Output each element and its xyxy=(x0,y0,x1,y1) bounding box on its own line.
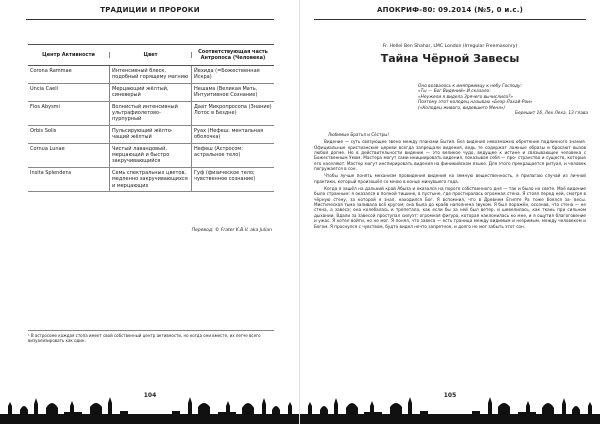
page-number-right: 105 xyxy=(443,392,457,399)
cell-center: Uncia Caeli xyxy=(28,84,110,101)
table-row xyxy=(28,144,274,168)
table-row xyxy=(28,168,274,192)
running-head-right: АПОКРИФ-80: 09.2014 (№5, 0 и.с.) xyxy=(314,6,586,20)
table-row xyxy=(28,66,274,84)
paragraph: Видение — суть связующее звено между планами Бытия. Без видения невозможно обретение подлинного знания. Официальные христианские церкви всегда запрещали видения, ведь те содержат ложные образы и бросают вызов любой догме. Но в действительности видение — это великое чудо, ведущее к истине и связывающее человека с Божественным Умом. Мастера могут сами инициировать видения, показывая себя — про- странство и существ, которые его населяют. Мастер могут инспирировать видения на финикийском языке. Для этого прекращается ритуал, и человек погружается в сон. xyxy=(314,139,586,172)
cell-center: Flos Abysmi xyxy=(28,102,110,125)
cell-part: Гуф (физическое тело; чувственное сознание) xyxy=(194,169,256,183)
city-skyline-decoration xyxy=(0,392,300,424)
footnote: ¹ В астросоме каждая стопа имеет свой собственный центр активности, но когда они вместе, их легче всего визуализировать как один. xyxy=(28,330,274,343)
city-skyline-decoration xyxy=(300,392,600,424)
article-title: Тайна Чёрной Завесы xyxy=(380,52,520,65)
epigraph-attribution: Берешит 16, Лех Леха, 13 глава xyxy=(515,111,588,117)
cell-color: Семь спектральных цветов, медленно закручивающихся и мерцающих xyxy=(110,168,192,191)
cell-color: Мерцающий жёлтый, синеверый xyxy=(110,84,192,101)
right-page xyxy=(300,0,600,424)
cell-center: Corona Rammae xyxy=(28,66,110,83)
paragraph: Любимые Братья и Сёстры! xyxy=(328,132,390,137)
cell-part: Йехида (=Божественная Искра) xyxy=(194,68,260,81)
cell-center: Orbis Solis xyxy=(28,126,110,143)
table-row xyxy=(28,102,274,126)
header-part: Соответствующая часть Антропоса (Человека) xyxy=(198,48,268,61)
cell-center: Cornua Lunae xyxy=(28,144,110,167)
cell-color: Интенсивный блеск, подобный горящему магнию xyxy=(110,66,192,83)
cell-color: Волнистый интенсивный ультрафиолетово-пурпурный xyxy=(110,102,192,125)
page-number-left: 104 xyxy=(143,392,157,399)
cell-part: Руах (Нефеш: ментальная оболочка) xyxy=(194,127,264,141)
cell-color: Чистый лавандовый, мерцающий и быстро закручивающийся xyxy=(110,144,192,167)
cell-center: Insita Splendens xyxy=(28,168,110,191)
epigraph-line: Оно возвалось к имяприимцу к небу Господу: xyxy=(418,84,522,89)
cell-part: Даат Микропросопа (Знание) Лотос в Бездне) xyxy=(194,103,272,117)
paragraph: Чтобы лучше понять механизм провидения видения на земную вещественность, я прилагаю случай из личной практики, который произошёл со мною в конце минувшего года. xyxy=(314,173,586,184)
epigraph-line: Поэтому этот колодец называю «Беэр-Лахай-Рои» xyxy=(418,100,533,106)
table-row xyxy=(28,84,274,102)
correspondence-table xyxy=(28,44,274,192)
paragraph: Когда я зашёл на дальний край Абыза и оказался на пороге собственного дня — так и было на свете. Моё видение было странным: я оказался в полной тишине, в пустыне, где простиралась огромная стена. Я стоял перед ней, смотря в чёрную стену, за которой я знал, находился Бог. Я вспомнил, что в Древнем Египте Ра тоже боялся за- весы. Мистическая тьма заливала всё кругом; она была до краёв наполнена звуком. Я был поражён, осознав, что стена — не стена, а завеса; она колебалась и трепетала, как если бы за ней был ветер, и шевелилась, как ткань при сильном дыхании. Вдали за завесой проступал силуэт: огромная фигура, которая наклонилась ко мне, и я ощутил благоговение и ужас. Я хотел войти, но не мог. Я понял, что завеса — есть граница между видимым и незримым, между человеком и Богом. Я проснулся с чувством, будто видел нечто запретное, и долго не мог забыть этот сон. xyxy=(314,186,586,229)
cell-part: Нешама (Великая Мать, Интуитивное Сознание) xyxy=(194,85,258,99)
translation-credit: Перевод: © Frater K.B.V. aka Julian xyxy=(191,228,272,233)
table-row xyxy=(28,126,274,144)
article-body xyxy=(314,132,586,231)
article-author: Fr. Hellel Ben Shahar, LMC London (Irregular Freemasonry) xyxy=(382,44,518,49)
table-header xyxy=(28,44,274,66)
header-center: Центр Активности xyxy=(28,52,110,58)
epigraph-line: «Ты — Бог Видений» И сказало: xyxy=(418,89,491,95)
epigraph-line: («Колодец живого, видевшего Меня») xyxy=(418,105,506,111)
cell-color: Пульсирующий жёлто-чащий жёлтый xyxy=(110,126,192,143)
cell-part: Нефеш (Астросом: астральное тело) xyxy=(194,145,243,159)
epigraph-line: «Неужели я видела Зрячего вычислила?» xyxy=(418,94,514,100)
epigraph xyxy=(418,84,588,116)
header-color: Цвет xyxy=(110,52,192,58)
running-head-left: ТРАДИЦИИ И ПРОРОКИ xyxy=(26,6,274,20)
